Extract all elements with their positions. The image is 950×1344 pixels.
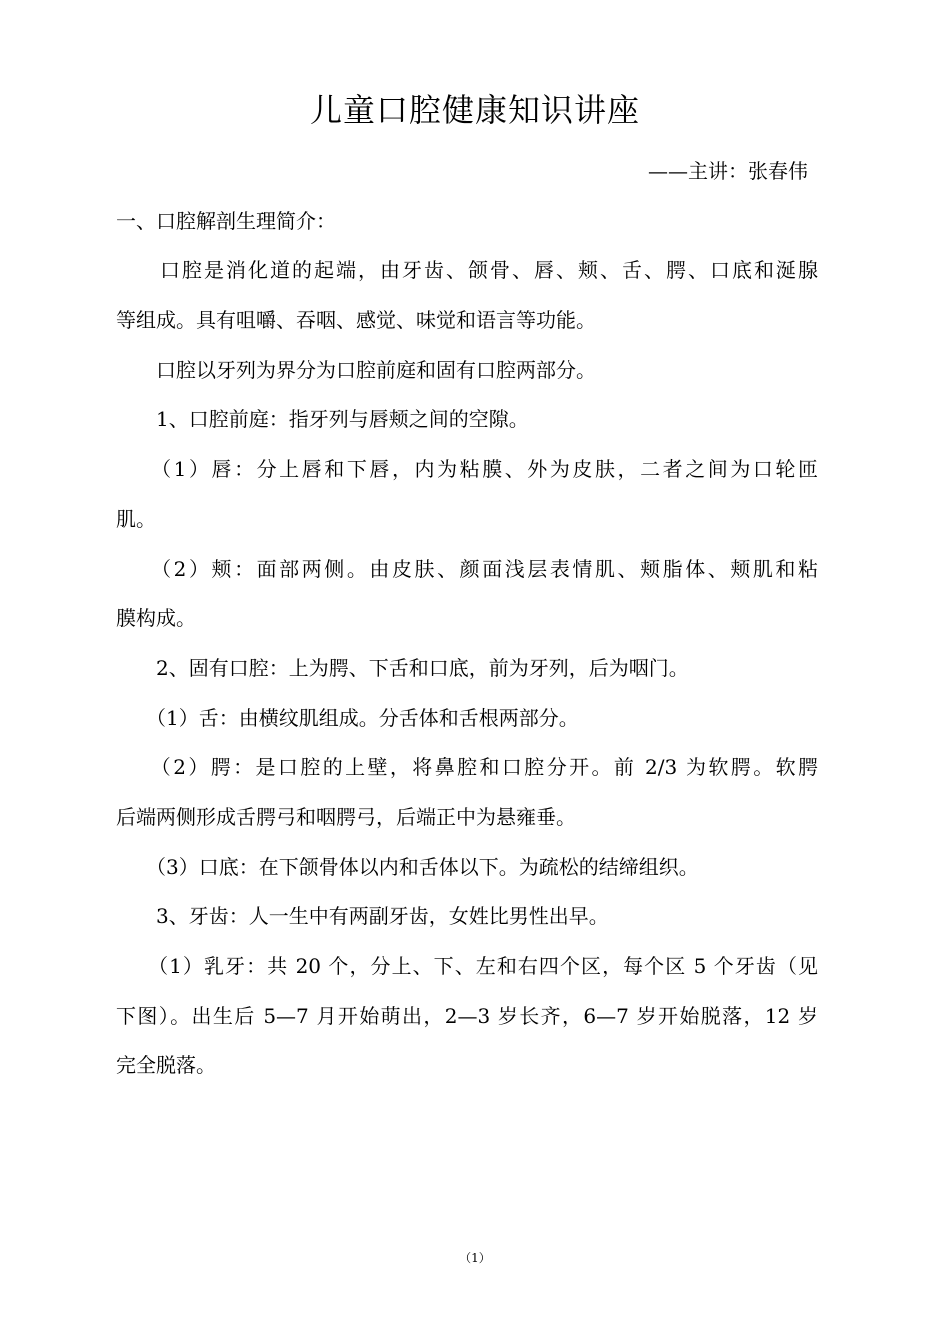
paragraph-line: （2）颊：面部两侧。由皮肤、颜面浅层表情肌、颊脂体、颊肌和粘	[116, 557, 818, 581]
paragraph-line: （1）乳牙：共 20 个，分上、下、左和右四个区，每个区 5 个牙齿（见	[116, 954, 818, 978]
paragraph-line: 3、牙齿：人一生中有两副牙齿，女姓比男性出早。	[116, 904, 609, 928]
speaker-line: ——主讲：张春伟	[648, 159, 808, 183]
page-number: （1）	[459, 1251, 491, 1265]
paragraph-line: 后端两侧形成舌腭弓和咽腭弓，后端正中为悬雍垂。	[116, 805, 576, 829]
paragraph-line: 等组成。具有咀嚼、吞咽、感觉、味觉和语言等功能。	[116, 308, 596, 332]
paragraph-line: 口腔以牙列为界分为口腔前庭和固有口腔两部分。	[116, 358, 596, 382]
paragraph-line: （2）腭：是口腔的上壁，将鼻腔和口腔分开。前 2/3 为软腭。软腭	[116, 755, 818, 779]
paragraph-line: 完全脱落。	[116, 1053, 216, 1077]
paragraph-line: 下图）。出生后 5—7 月开始萌出，2—3 岁长齐，6—7 岁开始脱落，12 岁	[116, 1004, 818, 1028]
paragraph-line: 1、口腔前庭：指牙列与唇颊之间的空隙。	[116, 407, 529, 431]
section-heading: 一、口腔解剖生理简介：	[116, 209, 336, 233]
paragraph-line: 2、固有口腔：上为腭、下舌和口底，前为牙列，后为咽门。	[116, 656, 689, 680]
paragraph-line: 口腔是消化道的起端，由牙齿、颌骨、唇、颊、舌、腭、口底和涎腺	[116, 258, 818, 282]
paragraph-line: （1）唇：分上唇和下唇，内为粘膜、外为皮肤，二者之间为口轮匝	[116, 457, 818, 481]
paragraph-line: 膜构成。	[116, 606, 196, 630]
paragraph-line: （1）舌：由横纹肌组成。分舌体和舌根两部分。	[116, 706, 579, 730]
paragraph-line: 肌。	[116, 507, 156, 531]
paragraph-line: （3）口底：在下颌骨体以内和舌体以下。为疏松的结缔组织。	[116, 855, 699, 879]
page-title: 儿童口腔健康知识讲座	[309, 91, 640, 129]
